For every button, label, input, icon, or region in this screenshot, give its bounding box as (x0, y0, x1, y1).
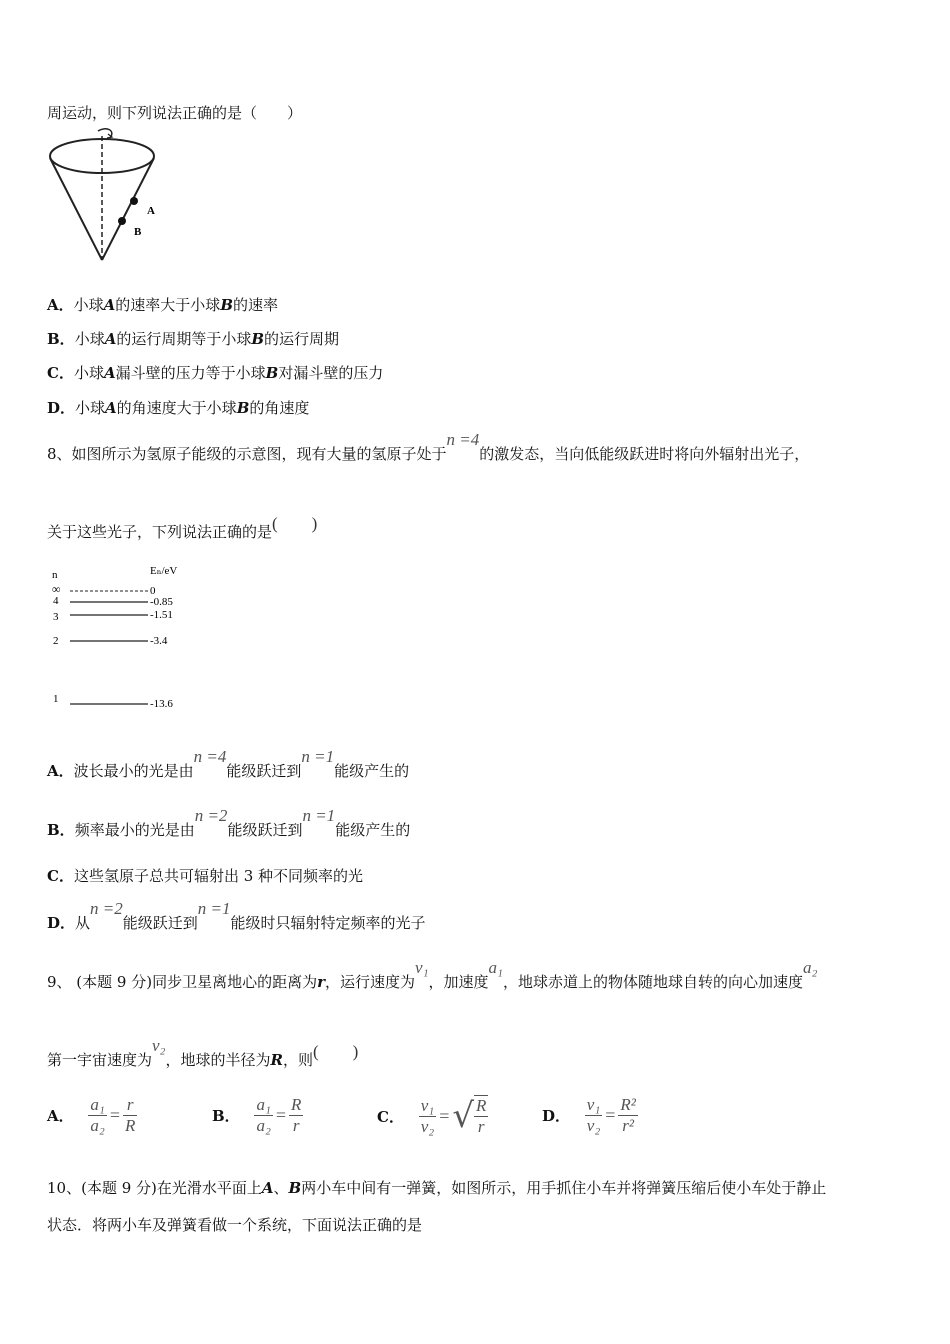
svg-text:Eₙ/eV: Eₙ/eV (150, 565, 178, 577)
math-n4: n =4 (446, 430, 480, 449)
funnel-figure (44, 128, 174, 266)
q8-option-b[interactable]: B．频率最小的光是由n =2能级跃迁到n =1能级产生的 (47, 806, 411, 839)
svg-text:3: 3 (53, 611, 59, 623)
q8-option-c[interactable]: C．这些氢原子总共可辐射出 3 种不同频率的光 (47, 867, 364, 885)
q8-option-d[interactable]: D．从n =2能级跃迁到n =1能级时只辐射特定频率的光子 (47, 899, 426, 932)
energy-level-diagram (46, 560, 206, 720)
svg-text:-13.6: -13.6 (150, 698, 173, 710)
q7-stem-tail: 周运动，则下列说法正确的是（ ） (47, 104, 303, 122)
label-b: B (134, 226, 142, 238)
q9-option-a[interactable]: A． $\frac{\text{a₁}}{\text{a₂}}$ = $\frac{r}{R}$ (47, 1095, 136, 1135)
q7-option-b[interactable]: B．小球A的运行周期等于小球B的运行周期 (47, 330, 340, 348)
q10-stem-line1: 10、(本题 9 分)在光滑水平面上A、B两小车中间有一弹簧，如图所示，用手抓住小车并将弹簧压缩后使小车处于静止 (47, 1179, 827, 1197)
svg-text:-1.51: -1.51 (150, 609, 173, 621)
answer-blank: ( ) (312, 1042, 359, 1061)
q10-stem-line2: 状态．将两小车及弹簧看做一个系统，下面说法正确的是 (47, 1216, 423, 1234)
q8-option-a[interactable]: A．波长最小的光是由n =4能级跃迁到n =1能级产生的 (47, 747, 410, 780)
svg-text:∞: ∞ (52, 582, 61, 596)
svg-text:-0.85: -0.85 (150, 596, 173, 608)
ball-a (130, 197, 138, 205)
q9-stem-line2: 第一宇宙速度为v₂，地球的半径为R，则( ) (47, 1036, 359, 1069)
sqrt-icon: √ (452, 1096, 475, 1136)
q9-option-b[interactable]: B． $\frac{\text{a₁}}{\text{a₂}}$ = $\frac{R}{r}$ (212, 1095, 302, 1135)
q9-option-d[interactable]: D． $\frac{\text{v₁}}{\text{v₂}}$ = $\frac{\text{R²}}{\text{r²}}$ (542, 1095, 636, 1135)
q7-option-d[interactable]: D．小球A的角速度大于小球B的角速度 (47, 399, 310, 417)
svg-text:4: 4 (53, 595, 59, 607)
svg-text:0: 0 (150, 585, 156, 597)
ball-b (118, 217, 126, 225)
answer-blank: ( ) (272, 514, 318, 533)
q8-stem-line1: 8、如图所示为氢原子能级的示意图，现有大量的氢原子处于n =4的激发态，当向低能级跃进时将向外辐射出光子， (47, 430, 810, 463)
q9-option-c[interactable]: C． $\frac{\text{v₁}}{\text{v₂}}$ =√ $\frac{R}{r}$ (377, 1095, 487, 1136)
svg-text:2: 2 (53, 635, 59, 647)
q8-stem-line2: 关于这些光子，下列说法正确的是( ) (47, 514, 318, 541)
svg-text:1: 1 (53, 693, 59, 705)
q7-option-a[interactable]: A．小球A的速率大于小球B的速率 (47, 296, 279, 314)
q7-option-c[interactable]: C．小球A漏斗壁的压力等于小球B对漏斗壁的压力 (47, 364, 384, 382)
label-a: A (147, 205, 155, 217)
svg-text:n: n (52, 569, 58, 581)
svg-text:-3.4: -3.4 (150, 635, 168, 647)
q9-stem-line1: 9、 (本题 9 分)同步卫星离地心的距离为r，运行速度为v₁，加速度a₁，地球赤道上的物体随地球自转的向心加速度a₂ (47, 958, 818, 991)
